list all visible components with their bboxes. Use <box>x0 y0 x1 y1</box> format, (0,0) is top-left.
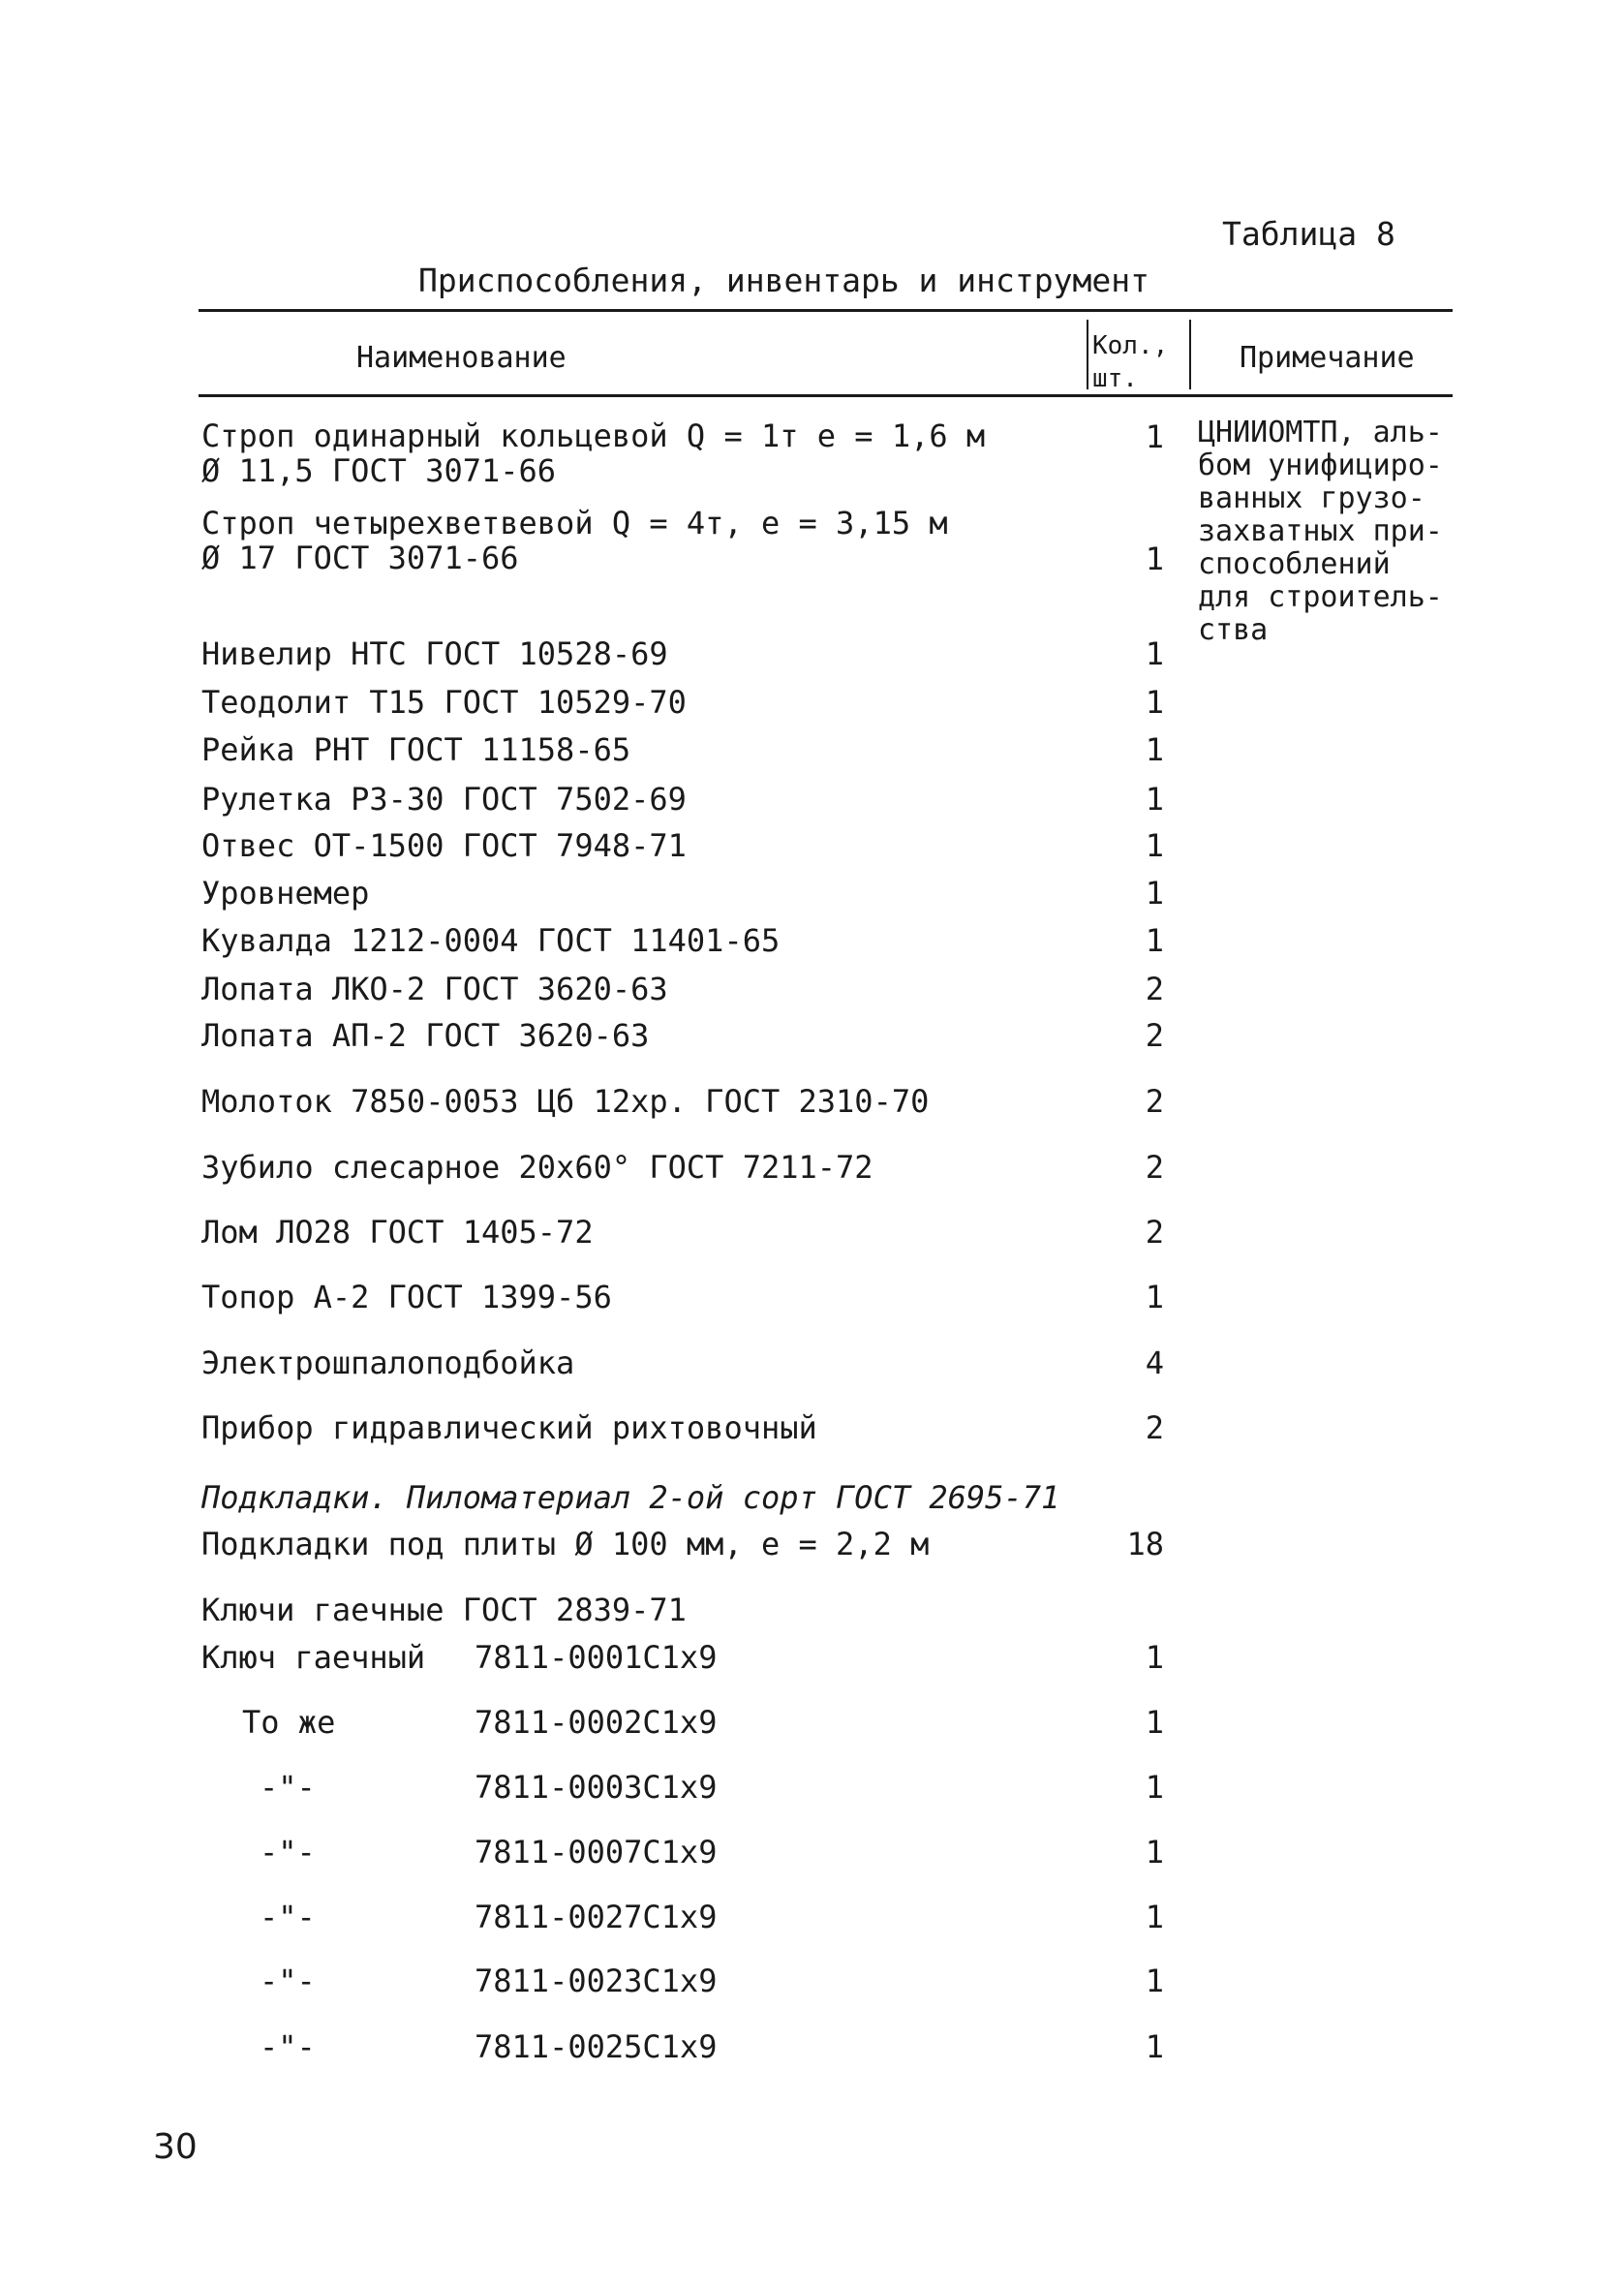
item-qty: 1 <box>1145 731 1164 768</box>
item-name: -"- <box>260 1963 316 1999</box>
item-name: Подкладки. Пиломатериал 2-ой сорт ГОСТ 2695-71 <box>201 1479 1060 1516</box>
item-name: Лом ЛО28 ГОСТ 1405-72 <box>201 1214 594 1251</box>
item-code: 7811-0002С1х9 <box>475 1704 718 1741</box>
item-code: 7811-0003С1х9 <box>475 1769 718 1806</box>
item-qty: 1 <box>1145 2028 1164 2065</box>
item-name: Электрошпалоподбойка <box>201 1345 575 1381</box>
note-line: захватных при- <box>1198 514 1443 548</box>
item-name-line1: Строп четырехветвевой Q = 4т, е = 3,15 м <box>201 505 948 541</box>
item-name: Ключ гаечный <box>201 1639 426 1676</box>
item-name: Лопата АП-2 ГОСТ 3620-63 <box>201 1017 650 1054</box>
item-name-line1: Строп одинарный кольцевой Q = 1т е = 1,6 м <box>201 417 986 454</box>
item-qty: 1 <box>1145 418 1164 455</box>
column-header-qty-line2: шт. <box>1092 364 1138 393</box>
item-qty: 1 <box>1145 684 1164 721</box>
item-qty: 2 <box>1145 1409 1164 1446</box>
item-name: Кувалда 1212-0004 ГОСТ 11401-65 <box>201 922 781 959</box>
note-line: бом унифициро- <box>1198 448 1443 482</box>
table-top-rule <box>199 309 1453 312</box>
item-qty: 4 <box>1145 1345 1164 1381</box>
item-qty: 1 <box>1145 541 1164 577</box>
item-name: Зубило слесарное 20х60° ГОСТ 7211-72 <box>201 1149 873 1186</box>
item-qty: 18 <box>1126 1526 1164 1562</box>
note-line: ванных грузо- <box>1198 481 1425 515</box>
column-header-qty <box>1092 329 1168 395</box>
item-qty: 2 <box>1145 1149 1164 1186</box>
item-qty: 1 <box>1145 1769 1164 1806</box>
item-qty: 1 <box>1145 1899 1164 1935</box>
item-qty: 1 <box>1145 1704 1164 1741</box>
item-name: Рейка РНТ ГОСТ 11158-65 <box>201 731 631 768</box>
table-title: Приспособления, инвентарь и инструмент <box>418 262 1149 299</box>
item-name: Нивелир НТС ГОСТ 10528-69 <box>201 635 668 672</box>
item-qty: 2 <box>1145 1083 1164 1120</box>
item-name: Рулетка РЗ-30 ГОСТ 7502-69 <box>201 781 687 818</box>
item-name <box>201 506 948 575</box>
item-qty: 1 <box>1145 1834 1164 1871</box>
column-header-qty-line1: Кол., <box>1092 331 1169 360</box>
item-qty: 1 <box>1145 922 1164 959</box>
item-code: 7811-0027С1х9 <box>475 1899 718 1935</box>
item-code: 7811-0001С1х9 <box>475 1639 718 1676</box>
item-name: -"- <box>260 1834 316 1871</box>
item-qty: 1 <box>1145 781 1164 818</box>
item-name: Уровнемер <box>201 875 370 912</box>
item-name: -"- <box>260 2028 316 2065</box>
item-name: Теодолит Т15 ГОСТ 10529-70 <box>201 684 687 721</box>
item-code: 7811-0025С1х9 <box>475 2028 718 2065</box>
item-name-line2: Ø 11,5 ГОСТ 3071-66 <box>201 452 557 489</box>
item-qty: 1 <box>1145 827 1164 864</box>
item-qty: 1 <box>1145 1639 1164 1676</box>
column-header-name: Наименование <box>356 341 567 375</box>
table-header-rule <box>199 394 1453 397</box>
item-qty: 1 <box>1145 875 1164 912</box>
note-line: способлений <box>1198 547 1391 581</box>
item-qty: 1 <box>1145 1963 1164 1999</box>
item-name: То же <box>242 1704 336 1741</box>
item-name: Отвес ОТ-1500 ГОСТ 7948-71 <box>201 827 687 864</box>
note-line: ства <box>1198 613 1269 647</box>
item-qty: 2 <box>1145 1017 1164 1054</box>
item-name <box>201 418 985 488</box>
item-code: 7811-0023С1х9 <box>475 1963 718 1999</box>
page-number: 30 <box>153 2127 198 2167</box>
note-cell <box>1198 417 1488 647</box>
item-name: Лопата ЛКО-2 ГОСТ 3620-63 <box>201 971 668 1007</box>
item-qty: 2 <box>1145 1214 1164 1251</box>
item-name: -"- <box>260 1769 316 1806</box>
item-name: Подкладки под плиты Ø 100 мм, е = 2,2 м <box>201 1526 930 1562</box>
item-code: 7811-0007С1х9 <box>475 1834 718 1871</box>
note-line: для строитель- <box>1198 580 1443 614</box>
item-name-line2: Ø 17 ГОСТ 3071-66 <box>201 540 519 576</box>
table-number: Таблица 8 <box>1222 215 1395 253</box>
item-name: Молоток 7850-0053 Цб 12хр. ГОСТ 2310-70 <box>201 1083 930 1120</box>
item-name: -"- <box>260 1899 316 1935</box>
item-qty: 2 <box>1145 971 1164 1007</box>
item-qty: 1 <box>1145 1279 1164 1315</box>
column-divider <box>1087 320 1088 389</box>
note-line: ЦНИИОМТП, аль- <box>1198 416 1443 449</box>
column-header-note: Примечание <box>1240 341 1415 375</box>
item-name: Прибор гидравлический рихтовочный <box>201 1409 817 1446</box>
item-name: Ключи гаечные ГОСТ 2839-71 <box>201 1592 687 1628</box>
item-name: Топор А-2 ГОСТ 1399-56 <box>201 1279 612 1315</box>
item-qty: 1 <box>1145 635 1164 672</box>
column-divider <box>1189 320 1191 389</box>
